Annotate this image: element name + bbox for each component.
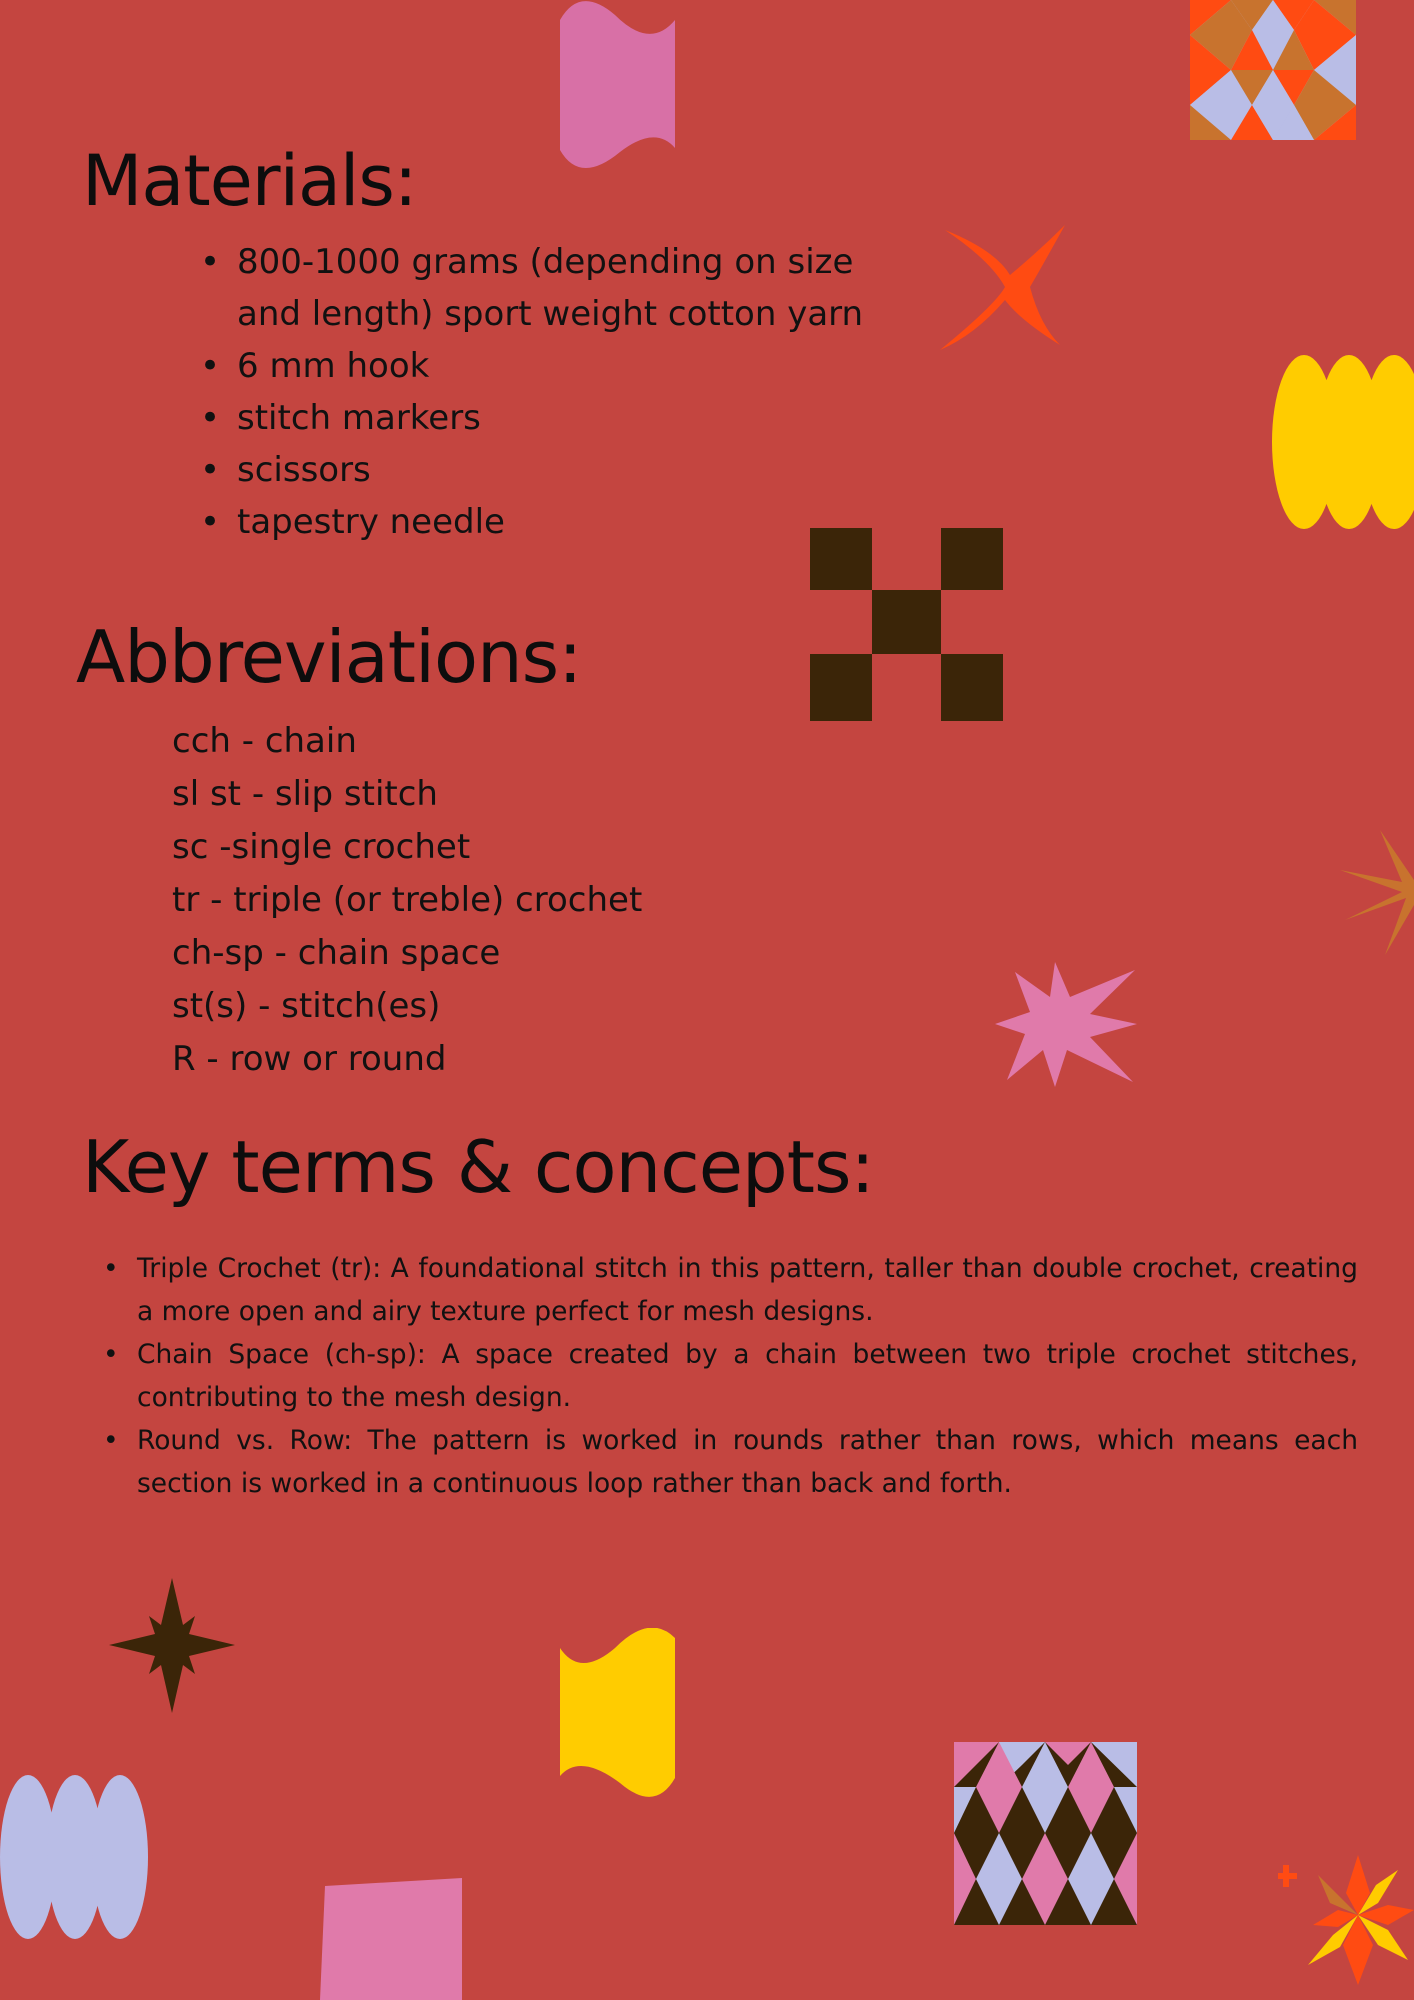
- pink-quad-block: [320, 1878, 462, 2000]
- list-item: ch-sp - chain space: [172, 933, 501, 973]
- list-item: cch - chain: [172, 721, 357, 761]
- list-item: sl st - slip stitch: [172, 774, 438, 814]
- list-item: • tapestry needle: [200, 496, 900, 548]
- list-item: • 800-1000 grams (depending on size and length) sport weight cotton yarn: [200, 236, 900, 340]
- triangle-quilt-bottom: [954, 1742, 1137, 1925]
- list-item: R - row or round: [172, 1039, 447, 1079]
- lavender-oval-cluster: [0, 1775, 150, 1940]
- list-item: • Round vs. Row: The pattern is worked in rounds rather than rows, which means each section is worked in a continuous loop rather than back and forth.: [103, 1419, 1358, 1505]
- list-item: st(s) - stitch(es): [172, 986, 441, 1026]
- list-item: • scissors: [200, 444, 900, 496]
- ochre-starburst: [1340, 820, 1414, 955]
- abbreviations-list: [172, 715, 642, 1086]
- materials-heading: Materials:: [82, 140, 417, 222]
- brown-checker-x: [810, 528, 1003, 721]
- key-terms-heading: Key terms & concepts:: [82, 1125, 874, 1209]
- triangle-quilt-top-right: [1190, 0, 1356, 140]
- materials-list: [200, 236, 900, 548]
- yellow-oval-cluster: [1272, 355, 1414, 530]
- list-item: tr - triple (or treble) crochet: [172, 880, 643, 920]
- list-item: • Chain Space (ch-sp): A space created by a chain between two triple crochet stitches, contributing to the mesh design.: [103, 1333, 1358, 1419]
- list-item: • stitch markers: [200, 392, 900, 444]
- orange-yellow-flower-star: [1278, 1855, 1414, 2000]
- pink-burst-star: [995, 962, 1140, 1087]
- pink-wave-shape: [560, 0, 675, 170]
- key-terms-list: [103, 1247, 1358, 1505]
- orange-four-point-star: [940, 225, 1070, 350]
- list-item: • Triple Crochet (tr): A foundational stitch in this pattern, taller than double crochet, creating a more open and airy texture perfect for mesh designs.: [103, 1247, 1358, 1333]
- list-item: • 6 mm hook: [200, 340, 900, 392]
- abbreviations-heading: Abbreviations:: [76, 615, 582, 699]
- yellow-wave-shape: [560, 1628, 675, 1798]
- list-item: sc -single crochet: [172, 827, 471, 867]
- brown-compass-star: [105, 1578, 240, 1713]
